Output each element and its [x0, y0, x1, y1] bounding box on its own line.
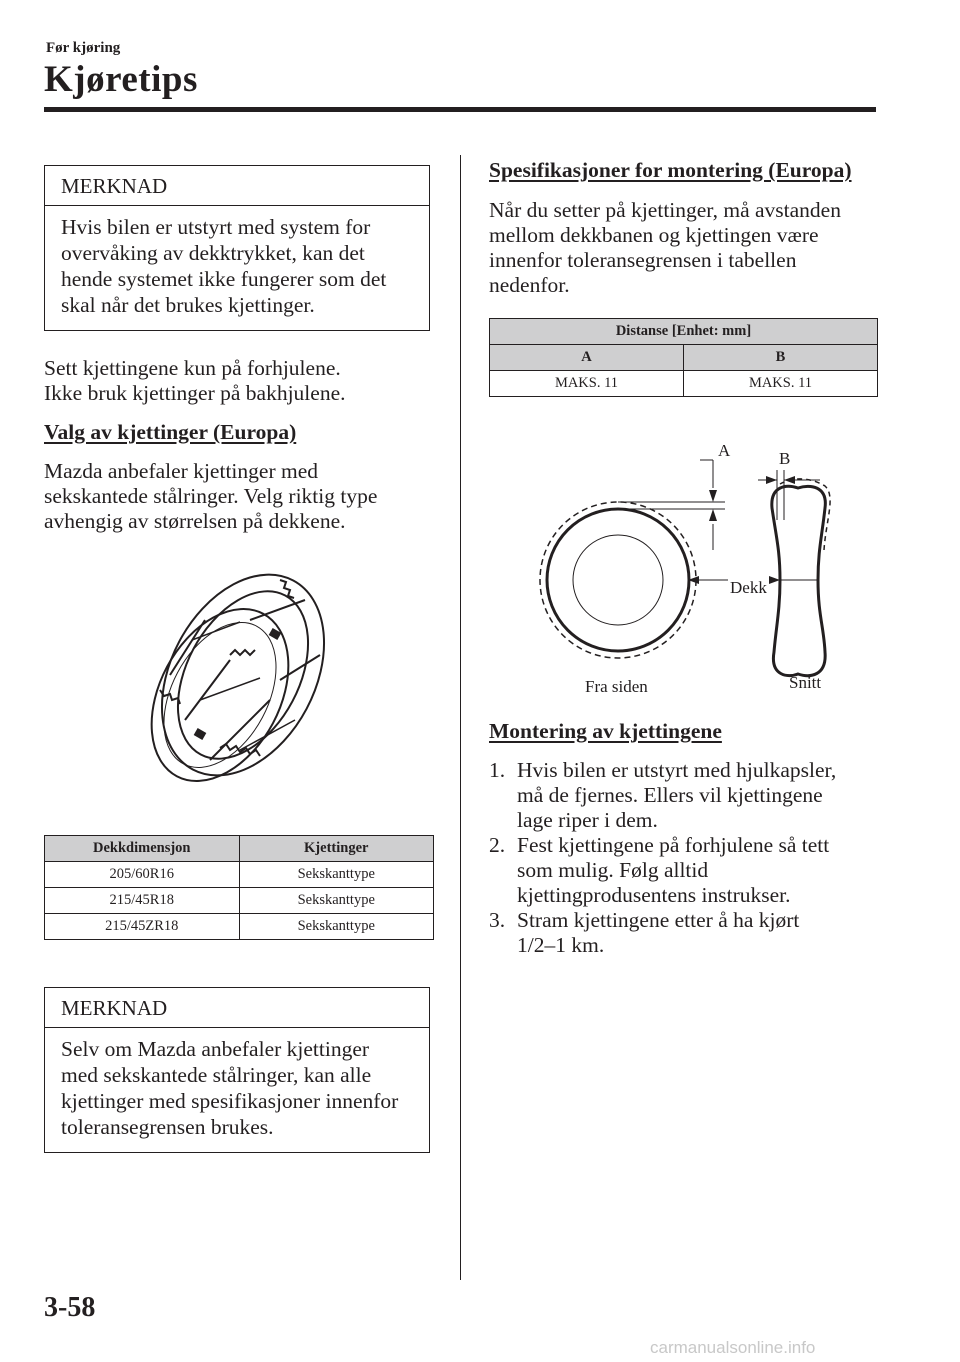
- paragraph-line: nedenfor.: [489, 273, 570, 297]
- table-cell: Sekskanttype: [239, 914, 434, 940]
- snow-chain-illustration: [130, 560, 350, 795]
- step-line: Stram kjettingene etter å ha kjørt: [517, 908, 800, 932]
- column-divider: [460, 155, 461, 1280]
- label-tire: Dekk: [730, 578, 767, 597]
- table-header-row: [45, 836, 434, 862]
- label-side-view: Fra siden: [585, 677, 648, 696]
- table-cell: Sekskanttype: [239, 888, 434, 914]
- step-number: 2.: [489, 833, 506, 857]
- label-a: A: [718, 441, 731, 460]
- table-cell: MAKS. 11: [490, 371, 684, 397]
- watermark: carmanualsonline.info: [650, 1338, 816, 1357]
- mounting-steps-list: [489, 758, 889, 958]
- chapter-title: Kjøretips: [44, 59, 198, 100]
- table-header-row: [490, 345, 878, 371]
- paragraph-line: Når du setter på kjettinger, må avstanden: [489, 198, 841, 222]
- table-title: Distanse [Enhet: mm]: [490, 319, 878, 345]
- table-cell: MAKS. 11: [684, 371, 878, 397]
- step-line: som mulig. Følg alltid: [517, 858, 709, 882]
- tire-section-outline: [772, 486, 826, 675]
- recommendation-paragraph: [44, 459, 444, 534]
- table-cell: Sekskanttype: [239, 862, 434, 888]
- table-cell: 215/45ZR18: [45, 914, 240, 940]
- step-line: kjettingprodusentens instrukser.: [517, 883, 791, 907]
- step-line: må de fjernes. Ellers vil kjettingene: [517, 783, 823, 807]
- distance-table: [489, 318, 878, 397]
- step-text: [517, 908, 799, 958]
- paragraph-line: Sett kjettingene kun på forhjulene.: [44, 356, 341, 380]
- step-text: [517, 758, 836, 833]
- front-wheels-paragraph: [44, 356, 444, 406]
- table-title-row: [490, 319, 878, 345]
- note-line: toleransegrensen brukes.: [61, 1115, 274, 1139]
- step-line: 1/2–1 km.: [517, 933, 605, 957]
- table-cell: 205/60R16: [45, 862, 240, 888]
- note-title: MERKNAD: [45, 166, 429, 206]
- column-header: Dekkdimensjon: [45, 836, 240, 862]
- note-text: [45, 206, 429, 330]
- note-title: MERKNAD: [45, 988, 429, 1028]
- note-box-tire-pressure: [44, 165, 430, 331]
- step-line: lage riper i dem.: [517, 808, 658, 832]
- paragraph-line: Mazda anbefaler kjettinger med: [44, 459, 318, 483]
- note-line: hende systemet ikke fungerer som det: [61, 267, 387, 291]
- step-text: [517, 833, 829, 908]
- table-row: [45, 862, 434, 888]
- note-line: overvåking av dekktrykket, kan det: [61, 241, 365, 265]
- table-row: [45, 888, 434, 914]
- table-row: [45, 914, 434, 940]
- note-line: Selv om Mazda anbefaler kjettinger: [61, 1037, 370, 1061]
- note-line: Hvis bilen er utstyrt med system for: [61, 215, 371, 239]
- paragraph-line: avhengig av størrelsen på dekkene.: [44, 509, 346, 533]
- column-header: B: [684, 345, 878, 371]
- paragraph-line: sekskantede stålringer. Velg riktig type: [44, 484, 378, 508]
- chain-outline-circle: [540, 502, 696, 658]
- step-line: Hvis bilen er utstyrt med hjulkapsler,: [517, 758, 837, 782]
- tire-circle: [547, 509, 689, 651]
- heading-installation-spec: Spesifikasjoner for montering (Europa): [489, 158, 852, 182]
- label-b: B: [779, 449, 791, 468]
- chain-size-table: [44, 835, 434, 940]
- label-section-view: Snitt: [789, 673, 822, 692]
- heading-mounting: Montering av kjettingene: [489, 719, 722, 743]
- column-header: A: [490, 345, 684, 371]
- list-item: [489, 833, 889, 908]
- paragraph-line: Ikke bruk kjettinger på bakhjulene.: [44, 381, 346, 405]
- column-header: Kjettinger: [239, 836, 434, 862]
- list-item: [489, 908, 889, 958]
- section-label: Før kjøring: [46, 40, 121, 56]
- spec-paragraph: [489, 198, 889, 298]
- chain-section-outline: [780, 479, 830, 550]
- note-line: skal når det brukes kjettinger.: [61, 293, 315, 317]
- note-line: kjettinger med spesifikasjoner innenfor: [61, 1089, 399, 1113]
- step-line: Fest kjettingene på forhjulene så tett: [517, 833, 830, 857]
- table-cell: 215/45R18: [45, 888, 240, 914]
- note-text: [45, 1028, 429, 1152]
- paragraph-line: innenfor toleransegrensen i tabellen: [489, 248, 797, 272]
- note-box-tolerance: [44, 987, 430, 1153]
- tire-chain-distance-diagram: [530, 440, 850, 705]
- table-row: [490, 371, 878, 397]
- heading-chain-selection: Valg av kjettinger (Europa): [44, 420, 297, 444]
- page-number: 3-58: [44, 1292, 96, 1323]
- step-number: 1.: [489, 758, 506, 782]
- header-rule: [44, 107, 876, 112]
- note-line: med sekskantede stålringer, kan alle: [61, 1063, 372, 1087]
- step-number: 3.: [489, 908, 506, 932]
- wheel-rim-circle: [573, 535, 663, 625]
- list-item: [489, 758, 889, 833]
- paragraph-line: mellom dekkbanen og kjettingen være: [489, 223, 819, 247]
